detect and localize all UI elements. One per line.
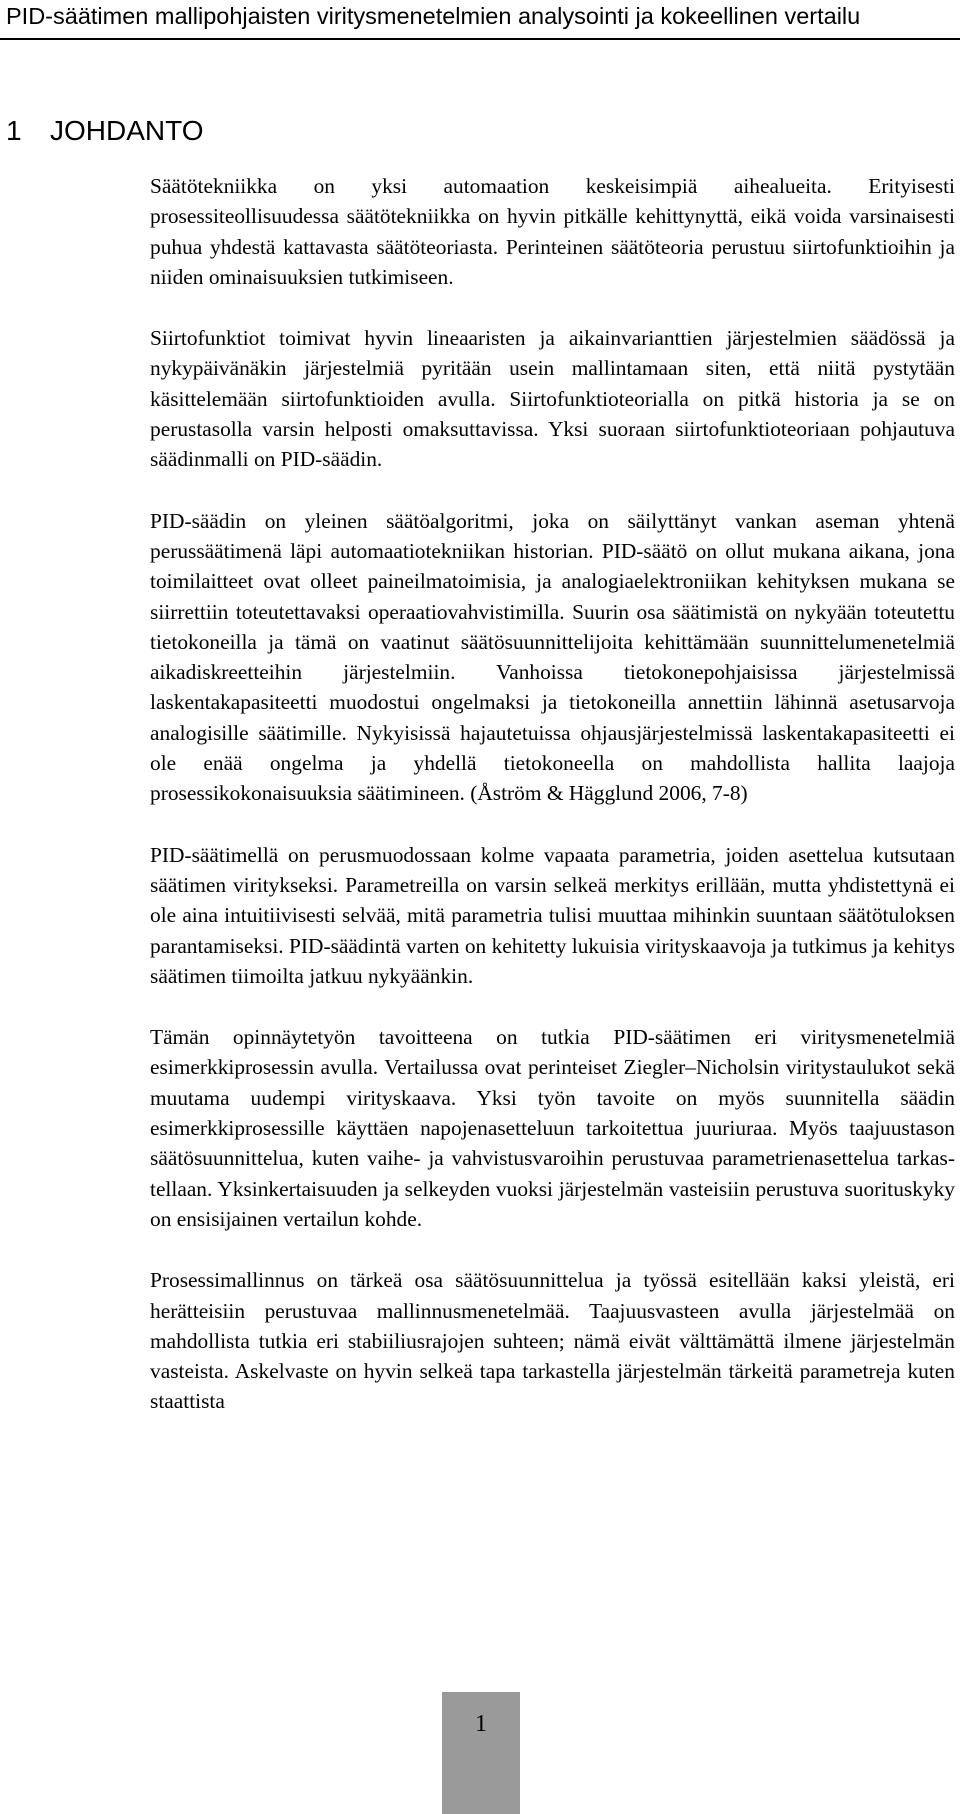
paragraph: Tämän opinnäytetyön tavoitteena on tutkia PID-säätimen eri viritysmenetelmiä esimerkkiprosessin avulla. Vertailussa ovat perinteiset Ziegler–Nicholsin viritystaulukot sekä muutama uudempi virityskaava. Yksi työn tavoite on myös suunnitella säädin esimerkkiprosessille käyttäen napojenasetteluun tarkoitettua juuriuraa. Myös taajuustason säätösuunnittelua, kuten vaihe- ja vahvistusvaroihin perustuvaa parametrienasettelua tarkastellaan. Yksinkertaisuuden ja selkeyden vuoksi järjestelmän vasteisiin perustuva suorituskyky on ensisijainen vertailun kohde. <box>150 1025 955 1231</box>
chapter-heading <box>6 114 204 148</box>
page-number-tab <box>442 1692 520 1814</box>
paragraph: Siirtofunktiot toimivat hyvin lineaaristen ja aikainvarianttien järjestelmien säädössä ja nykypäivänäkin järjestelmiä pyritään usein mallintamaan siten, että niitä pystytään käsittelemään siirtofunktioiden avulla. Siirtofunktioteorialla on pitkä historia ja se on perustasolla varsin helposti omaksuttavissa. Yksi suoraan siirtofunktioteoriaan pohjautuva säädinmalli on PID-säädin. <box>150 326 955 472</box>
chapter-title: JOHDANTO <box>50 115 204 146</box>
paragraph: PID-säädin on yleinen säätöalgoritmi, joka on säilyttänyt vankan aseman yhtenä perussäätimenä läpi automaatiotekniikan historian. PID-säätö on ollut mukana aikana, jona toimilaitteet ovat olleet paineilmatoimisia, ja analogiaelektroniikan kehityksen mukana se siirrettiin toteutettavaksi operaatiovahvistimilla. Suurin osa säätimistä on nykyään toteutettu tietokoneilla ja tämä on vaatinut säätösuunnittelijoita kehittämään suunnittelumenetelmiä aikadiskreetteihin järjestelmiin. Vanhoissa tietokonepohjaisissa järjestelmissä laskentakapasiteetti muodostui ongelmaksi ja tietokoneilla annettiin lähinnä asetusarvoja analogisille säätimille. Nykyisissä hajautetuissa ohjausjärjestelmissä laskentakapasiteetti ei ole enää ongelma ja yhdellä tietokoneella on mahdollista hallita laajoja prosessikokonaisuuksia säätimineen. (Åström & Hägglund 2006, 7-8) <box>150 508 955 806</box>
running-header <box>0 0 960 40</box>
paragraph: Prosessimallinnus on tärkeä osa säätösuunnittelua ja työssä esitellään kaksi yleistä, eri herätteisiin perustuvaa mallinnusmenetelmää. Taajuusvasteen avulla järjestelmää on mahdollista tutkia eri stabiiliusrajojen suhteen; nämä eivät välttämättä ilmene järjestelmän vasteista. Askelvaste on hyvin selkeä tapa tarkastella järjestelmän tärkeitä parametreja kuten staattista <box>150 1268 955 1414</box>
paragraph: Säätötekniikka on yksi automaation keskeisimpiä aihealueita. Erityisesti prosessiteollisuudessa säätötekniikka on hyvin pitkälle kehittynyttä, eikä voida varsinaisesti puhua yhdestä kattavasta säätöteoriasta. Perinteinen säätöteoria perustuu siirtofunktioihin ja niiden ominaisuuksien tutkimiseen. <box>150 174 955 289</box>
page-number: 1 <box>475 1711 487 1737</box>
body-text <box>150 171 955 1448</box>
chapter-number: 1 <box>6 115 22 146</box>
paragraph: PID-säätimellä on perusmuodossaan kolme vapaata parametria, joiden asettelua kutsutaan säätimen viritykseksi. Parametreilla on varsin selkeä merkitys erillään, mutta yhdistettynä ei ole aina intuitiivisesti selvää, mitä parametria tulisi muuttaa mihinkin suuntaan säätötuloksen parantamiseksi. PID-säädintä varten on kehitetty lukuisia virityskaavoja ja tutkimus ja kehitys säätimen tiimoilta jatkuu nykyäänkin. <box>150 842 955 988</box>
running-header-title: PID-säätimen mallipohjaisten viritysmenetelmien analysointi ja kokeellinen vertailu <box>6 3 861 29</box>
